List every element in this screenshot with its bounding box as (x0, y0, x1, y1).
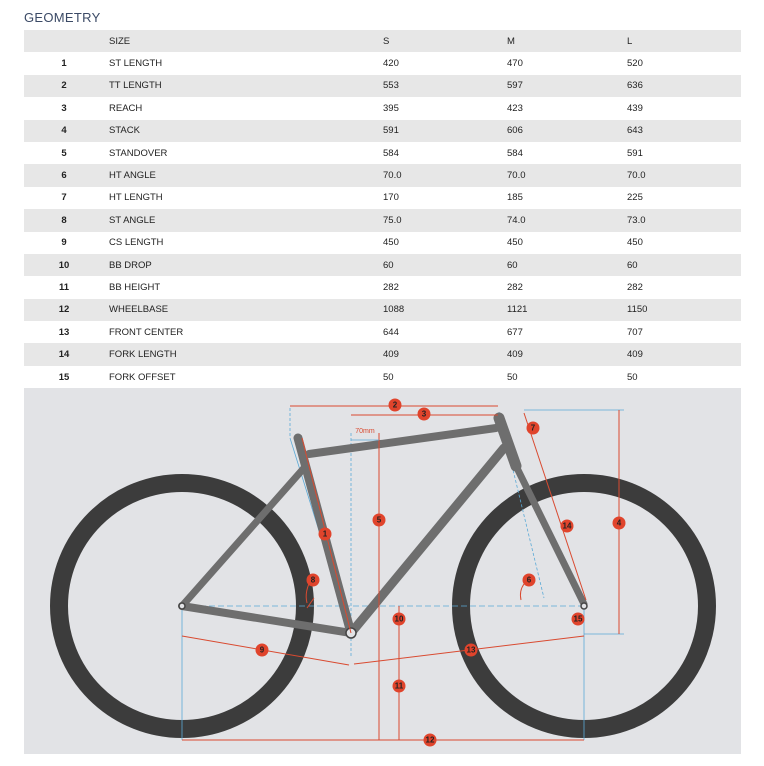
row-index (24, 299, 109, 321)
row-index (24, 75, 109, 97)
row-value-l: 409 (627, 349, 643, 361)
front-axle (581, 603, 587, 609)
row-value-m: 50 (507, 371, 518, 383)
header-index (24, 30, 109, 52)
row-value-m: 70.0 (507, 170, 526, 182)
marker-12 (424, 734, 437, 747)
row-value-m: 409 (507, 349, 523, 361)
row-value-s: 75.0 (383, 214, 402, 226)
row-value-s: 60 (383, 259, 394, 271)
svg-text:1: 1 (322, 529, 328, 539)
row-index (24, 321, 109, 343)
svg-text:6: 6 (526, 575, 532, 585)
row-value-s: 553 (383, 80, 399, 92)
marker-5 (373, 514, 386, 527)
table-row (24, 52, 741, 74)
row-name: TT LENGTH (109, 80, 162, 92)
row-value-s: 70.0 (383, 170, 402, 182)
row-value-l: 225 (627, 192, 643, 204)
geometry-table (24, 30, 741, 388)
svg-text:10: 10 (394, 614, 404, 624)
row-value-s: 50 (383, 371, 394, 383)
row-index-label: 12 (58, 304, 70, 316)
row-value-s: 1088 (383, 304, 405, 316)
table-row (24, 366, 741, 388)
row-value-s: 409 (383, 349, 399, 361)
row-value-s: 584 (383, 147, 399, 159)
row-name: STACK (109, 125, 140, 137)
row-value-m: 584 (507, 147, 523, 159)
row-name: BB DROP (109, 259, 152, 271)
marker-13 (465, 644, 478, 657)
row-index (24, 52, 109, 74)
row-value-l: 591 (627, 147, 643, 159)
row-value-s: 420 (383, 58, 399, 70)
table-header-row (24, 30, 741, 52)
svg-text:4: 4 (616, 518, 622, 528)
row-value-m: 470 (507, 58, 523, 70)
row-value-m: 1121 (507, 304, 528, 316)
row-value-m: 450 (507, 237, 523, 249)
row-value-l: 450 (627, 237, 643, 249)
svg-text:14: 14 (562, 521, 572, 531)
row-value-s: 591 (383, 125, 399, 137)
row-value-l: 643 (627, 125, 643, 137)
row-value-m: 606 (507, 125, 523, 137)
row-value-s: 170 (383, 192, 399, 204)
bike-geometry-svg (24, 388, 741, 754)
row-index-label: 14 (58, 349, 70, 361)
row-name: ST LENGTH (109, 58, 163, 70)
svg-text:13: 13 (466, 645, 476, 655)
marker-6 (523, 574, 536, 587)
row-value-m: 185 (507, 192, 523, 204)
row-value-l: 707 (627, 326, 643, 338)
row-index-label: 3 (61, 102, 67, 114)
row-value-s: 282 (383, 281, 399, 293)
row-value-m: 423 (507, 102, 523, 114)
row-value-m: 74.0 (507, 214, 526, 226)
row-index (24, 254, 109, 276)
svg-text:8: 8 (310, 575, 316, 585)
standover-note (351, 428, 379, 440)
table-row (24, 187, 741, 209)
row-index-label: 13 (58, 326, 70, 338)
row-name: HT LENGTH (109, 192, 163, 204)
row-index (24, 164, 109, 186)
row-index-label: 9 (61, 237, 67, 249)
row-index-label: 15 (58, 371, 70, 383)
marker-14 (561, 520, 574, 533)
geometry-diagram (24, 388, 741, 754)
row-name: ST ANGLE (109, 214, 156, 226)
row-name: FRONT CENTER (109, 326, 184, 338)
header-m: M (507, 35, 515, 47)
header-l: L (627, 35, 633, 47)
row-name: FORK OFFSET (109, 371, 176, 383)
marker-2 (389, 399, 402, 412)
rear-axle (179, 603, 185, 609)
row-value-l: 520 (627, 58, 643, 70)
table-row (24, 321, 741, 343)
row-index-label: 10 (58, 259, 70, 271)
marker-4 (613, 517, 626, 530)
row-index (24, 343, 109, 365)
table-row (24, 276, 741, 298)
row-name: STANDOVER (109, 147, 168, 159)
svg-text:7: 7 (530, 423, 536, 433)
table-row (24, 209, 741, 231)
row-name: WHEELBASE (109, 304, 169, 316)
table-row (24, 164, 741, 186)
marker-10 (393, 613, 406, 626)
row-value-m: 282 (507, 281, 523, 293)
svg-text:3: 3 (421, 409, 427, 419)
row-value-s: 644 (383, 326, 399, 338)
row-value-l: 70.0 (627, 170, 646, 182)
svg-text:70mm: 70mm (355, 428, 375, 435)
row-index-label: 2 (61, 80, 67, 92)
row-value-s: 450 (383, 237, 399, 249)
marker-8 (307, 574, 320, 587)
marker-7 (527, 422, 540, 435)
row-index (24, 142, 109, 164)
svg-text:15: 15 (573, 614, 583, 624)
table-row (24, 120, 741, 142)
row-index (24, 97, 109, 119)
marker-15 (572, 613, 585, 626)
row-name: CS LENGTH (109, 237, 164, 249)
row-value-l: 1150 (627, 304, 648, 316)
row-name: REACH (109, 102, 143, 114)
row-index-label: 4 (61, 125, 67, 137)
row-value-l: 282 (627, 281, 643, 293)
table-row (24, 343, 741, 365)
marker-9 (256, 644, 269, 657)
row-index-label: 5 (61, 147, 67, 159)
bike-frame (182, 418, 584, 633)
row-index-label: 8 (61, 214, 67, 226)
row-value-m: 60 (507, 259, 518, 271)
row-name: BB HEIGHT (109, 281, 161, 293)
row-index-label: 11 (58, 281, 70, 293)
table-row (24, 232, 741, 254)
row-index (24, 232, 109, 254)
row-value-m: 597 (507, 80, 523, 92)
row-index (24, 276, 109, 298)
row-index (24, 120, 109, 142)
row-value-l: 50 (627, 371, 638, 383)
marker-11 (393, 680, 406, 693)
header-s: S (383, 35, 390, 47)
row-value-l: 60 (627, 259, 638, 271)
row-value-s: 395 (383, 102, 399, 114)
svg-text:2: 2 (392, 400, 398, 410)
svg-text:9: 9 (259, 645, 265, 655)
svg-text:11: 11 (394, 681, 404, 691)
table-row (24, 299, 741, 321)
row-index-label: 1 (61, 58, 67, 70)
row-name: HT ANGLE (109, 170, 156, 182)
table-row (24, 97, 741, 119)
row-index-label: 7 (61, 192, 67, 204)
marker-3 (418, 408, 431, 421)
svg-text:5: 5 (376, 515, 382, 525)
marker-1 (319, 528, 332, 541)
row-name: FORK LENGTH (109, 349, 177, 361)
row-value-m: 677 (507, 326, 523, 338)
svg-text:12: 12 (425, 735, 435, 745)
row-value-l: 439 (627, 102, 643, 114)
row-value-l: 73.0 (627, 214, 646, 226)
row-index (24, 366, 109, 388)
table-row (24, 75, 741, 97)
row-index (24, 209, 109, 231)
table-row (24, 142, 741, 164)
row-index-label: 6 (61, 170, 67, 182)
page-title: GEOMETRY (24, 10, 101, 25)
header-size: SIZE (109, 35, 131, 47)
table-row (24, 254, 741, 276)
row-value-l: 636 (627, 80, 643, 92)
row-index (24, 187, 109, 209)
